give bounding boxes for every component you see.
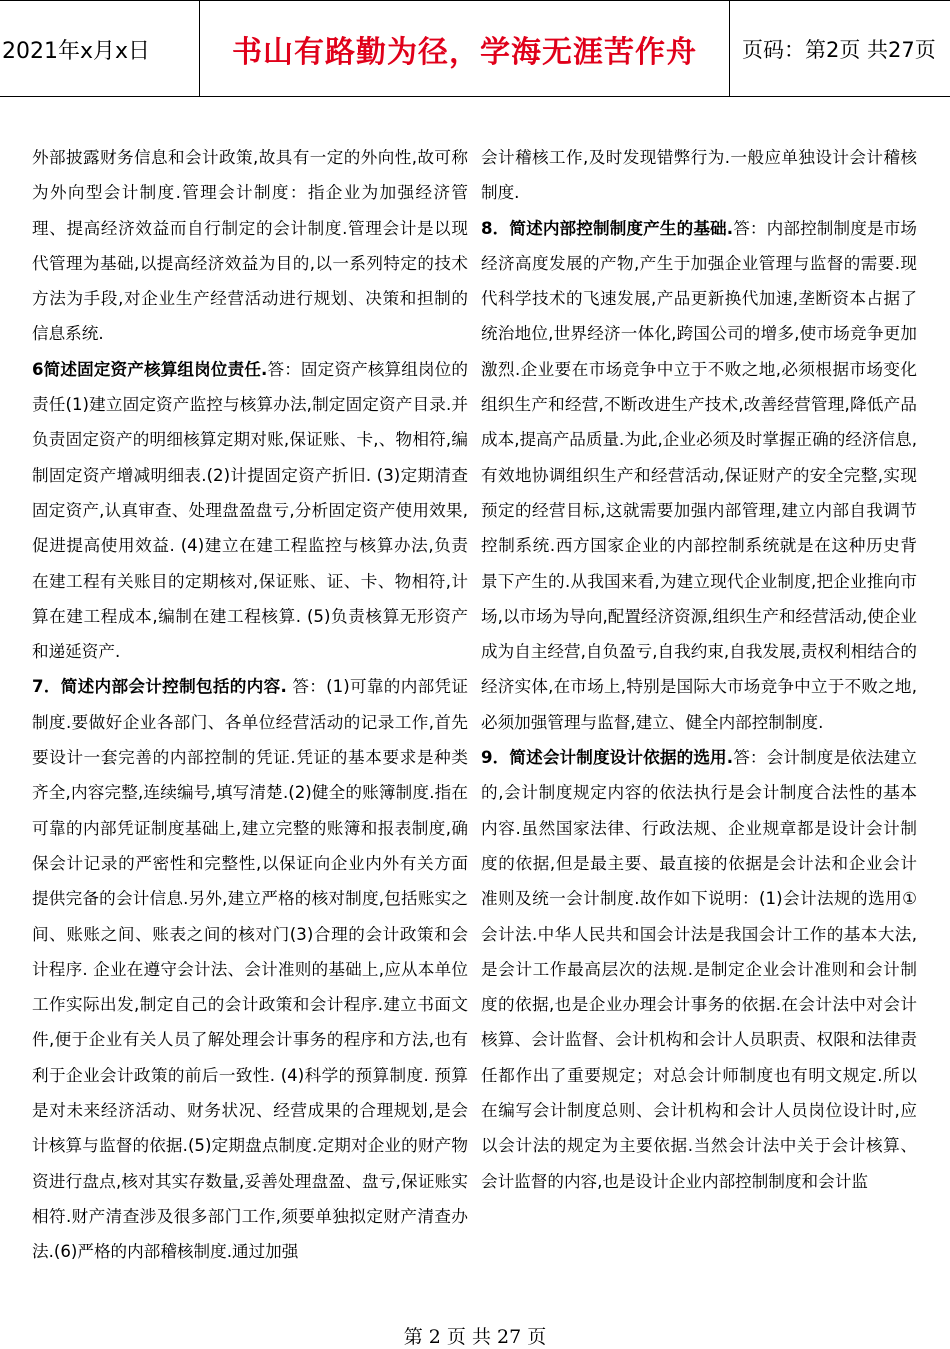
question-7-body: 答：(1)可靠的内部凭证制度.要做好企业各部门、各单位经营活动的记录工作,首先要设计一套完善的内部控制的凭证.凭证的基本要求是种类齐全,内容完整,连续编号,填写清楚.(2)健全的账簿制度.指在可靠的内部凭证制度基础上,建立完整的账簿和报表制度,确保会计记录的严密性和完整性,以保证向企业内外有关方面提供完备的会计信息.另外,建立严格的核对制度,包括账实之间、账账之间、账表之间的核对门(3)合理的会计政策和会计程序. 企业在遵守会计法、会计准则的基础上,应从本单位工作实际出发,制定自己的会计政策和会计程序.建立书面文件,便于企业有关人员了解处理会计事务的程序和方法,也有利于企业会计政策的前后一致性. (4)科学的预算制度. 预算是对未来经济活动、财务状况、经营成果的合理规划,是会计核算与监督的依据.(5)定期盘点制度.定期对企业的财产物资进行盘点,核对其实存数量,妥善处理盘盈、盘亏,保证账实相符.财产清查涉及很多部门工作,须要单独拟定财产清查办法.(6)严格的内部稽核制度.通过加强 xyxy=(32,677,469,1262)
header-date: 2021年x月x日 xyxy=(0,1,200,97)
left-column xyxy=(32,140,468,1270)
question-9 xyxy=(481,740,917,1199)
question-7-title: 7．简述内部会计控制包括的内容. xyxy=(32,677,287,697)
question-6-title: 6简述固定资产核算组岗位责任. xyxy=(32,359,268,379)
question-8-title: 8．简述内部控制制度产生的基础. xyxy=(481,218,734,238)
page-footer: 第 2 页 共 27 页 xyxy=(403,1326,547,1348)
question-9-title: 9．简述会计制度设计依据的选用. xyxy=(481,748,734,768)
right-column xyxy=(481,140,917,1199)
question-7 xyxy=(32,669,468,1269)
paragraph-continuation: 会计稽核工作,及时发现错弊行为.一般应单独设计会计稽核制度. xyxy=(481,148,917,203)
header-page-info: 页码：第2页 共27页 xyxy=(742,38,936,62)
paragraph-continuation: 外部披露财务信息和会计政策,故具有一定的外向性,故可称为外向型会计制度.管理会计制度：指企业为加强经济管理、提高经济效益而自行制定的会计制度.管理会计是以现代管理为基础,以提高经济效益为目的,以一系列特定的技术方法为手段,对企业生产经营活动进行规划、决策和担制的信息系统. xyxy=(32,148,468,344)
header-motto: 书山有路勤为径，学海无涯苦作舟 xyxy=(200,1,730,97)
question-6-body: 答：固定资产核算组岗位的责任(1)建立固定资产监控与核算办法,制定固定资产目录.并负责固定资产的明细核算定期对账,保证账、卡,、物相符,编制固定资产增减明细表.(2)计提固定资产折旧. (3)定期清查固定资产,认真审查、处理盘盈盘亏,分析固定资产使用效果,促进提高使用效益. (4)建立在建工程监控与核算办法,负责在建工程有关账目的定期核对,保证账、证、卡、物相符,计算在建工程成本,编制在建工程核算. (5)负责核算无形资产和递延资产. xyxy=(32,359,468,662)
page-header xyxy=(0,0,950,97)
question-6 xyxy=(32,352,468,670)
question-8-body: 答：内部控制制度是市场经济高度发展的产物,产生于加强企业管理与监督的需要.现代科学技术的飞速发展,产品更新换代加速,垄断资本占据了统治地位,世界经济一体化,跨国公司的增多,使市场竞争更加激烈.企业要在市场竞争中立于不败之地,必须根据市场变化组织生产和经营,不断改进生产技术,改善经营管理,降低产品成本,提高产品质量.为此,企业必须及时掌握正确的经济信息,有效地协调组织生产和经营活动,保证财产的安全完整,实现预定的经营目标,这就需要加强内部管理,建立内部自我调节控制系统.西方国家企业的内部控制系统就是在这种历史背景下产生的.从我国来看,为建立现代企业制度,把企业推向市场,以市场为导向,配置经济资源,组织生产和经营活动,使企业成为自主经营,自负盈亏,自我约束,自我发展,责权利相结合的经济实体,在市场上,特别是国际大市场竞争中立于不败之地,必须加强管理与监督,建立、健全内部控制制度. xyxy=(481,218,918,732)
question-9-body: 答：会计制度是依法建立的,会计制度规定内容的依法执行是会计制度合法性的基本内容.虽然国家法律、行政法规、企业规章都是设计会计制度的依据,但是最主要、最直接的依据是会计法和企业会计准则及统一会计制度.故作如下说明：(1)会计法规的选用①会计法.中华人民共和国会计法是我国会计工作的基本大法,是会计工作最高层次的法规.是制定企业会计准则和会计制度的依据,也是企业办理会计事务的依据.在会计法中对会计核算、会计监督、会计机构和会计人员职责、权限和法律责任都作出了重要规定；对总会计师制度也有明文规定.所以在编写会计制度总则、会计机构和会计人员岗位设计时,应以会计法的规定为主要依据.当然会计法中关于会计核算、会计监督的内容,也是设计企业内部控制制度和会计监 xyxy=(481,748,918,1191)
question-8 xyxy=(481,211,917,740)
